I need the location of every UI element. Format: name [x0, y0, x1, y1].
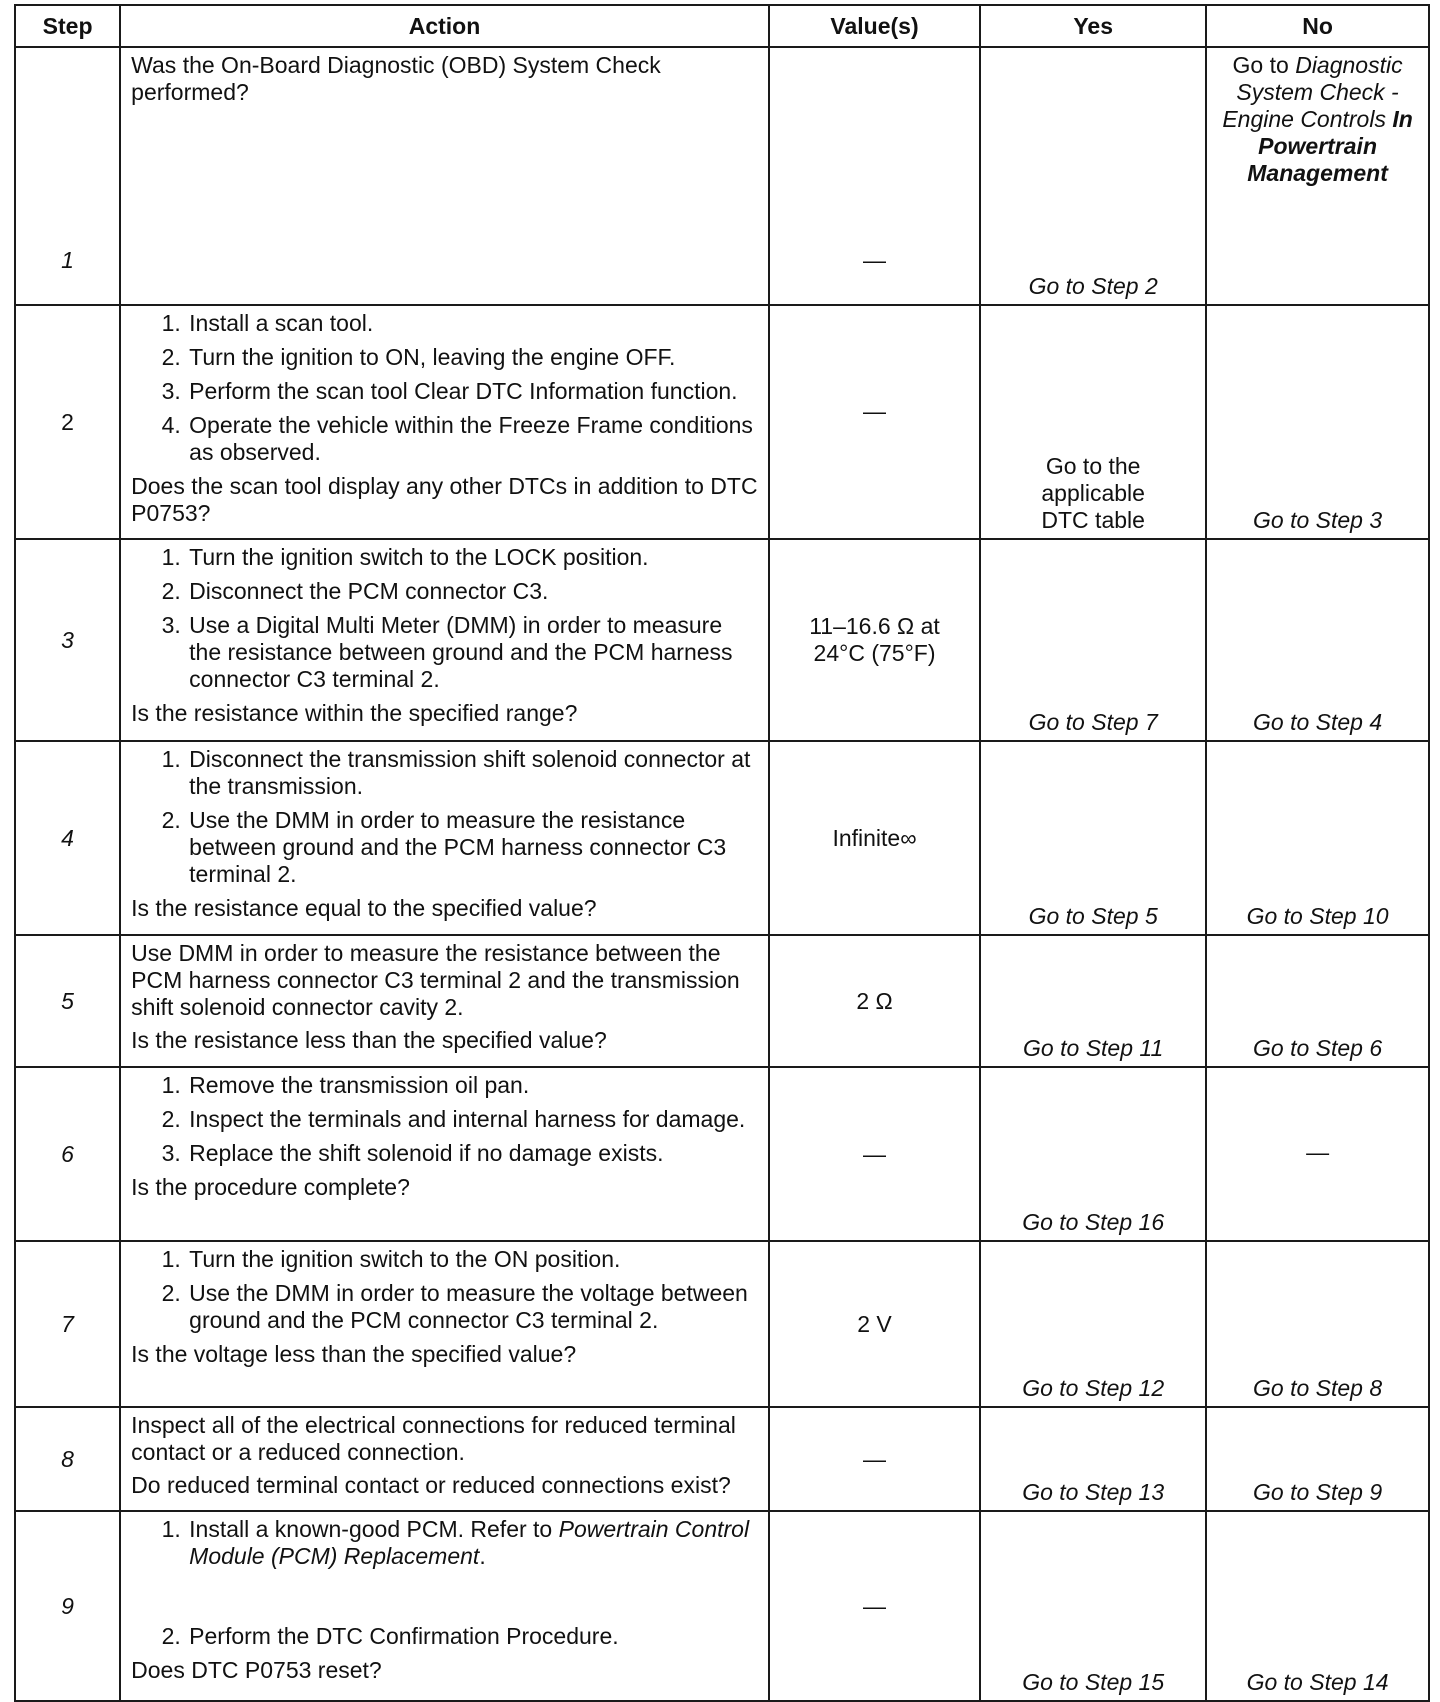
no-cell — [1206, 47, 1429, 305]
value-cell: Infinite∞ — [769, 741, 980, 935]
action-cell — [120, 47, 769, 305]
yes-cell: Go to Step 7 — [980, 539, 1206, 741]
diagnostic-table-page — [14, 4, 1430, 1702]
action-cell — [120, 1067, 769, 1241]
step-number: 1 — [15, 47, 120, 305]
table-row — [15, 1241, 1429, 1407]
action-question: Is the resistance within the specified range? — [131, 700, 578, 726]
pcm-replacement-link[interactable]: Powertrain Control Module (PCM) Replacement — [189, 1516, 750, 1569]
action-step-item: 1. Turn the ignition switch to the ON position. — [187, 1246, 758, 1273]
action-cell — [120, 1511, 769, 1701]
action-step-item: 3. Use a Digital Multi Meter (DMM) in order to measure the resistance between ground and the PCM harness connector C3 terminal 2. — [187, 612, 758, 693]
action-step-text: Install a known-good PCM. Refer to — [189, 1516, 553, 1542]
yes-cell: Go to Step 11 — [980, 935, 1206, 1067]
step-number: 2 — [15, 305, 120, 539]
header-values: Value(s) — [769, 5, 980, 47]
table-row — [15, 47, 1429, 305]
action-question: Is the voltage less than the specified value? — [131, 1341, 577, 1367]
action-cell — [120, 539, 769, 741]
action-question: Was the On-Board Diagnostic (OBD) System Check performed? — [131, 52, 661, 105]
yes-cell: Go to the applicable DTC table — [980, 305, 1206, 539]
action-step-item: 2. Perform the DTC Confirmation Procedure. — [187, 1623, 758, 1650]
header-yes: Yes — [980, 5, 1206, 47]
value-cell: — — [769, 1511, 980, 1701]
no-cell: Go to Step 14 — [1206, 1511, 1429, 1701]
action-cell — [120, 1407, 769, 1511]
action-steps-list — [131, 544, 758, 693]
step-number: 9 — [15, 1511, 120, 1701]
action-step-item: 2. Disconnect the PCM connector C3. — [187, 578, 758, 605]
value-cell: — — [769, 305, 980, 539]
action-step-item — [187, 1516, 758, 1616]
value-line: 24°C (75°F) — [813, 640, 936, 666]
action-step-item: 2. Turn the ignition to ON, leaving the engine OFF. — [187, 344, 758, 371]
action-step-item: 4. Operate the vehicle within the Freeze Frame conditions as observed. — [187, 412, 758, 466]
action-question: Is the procedure complete? — [131, 1174, 410, 1200]
no-cell: Go to Step 6 — [1206, 935, 1429, 1067]
step-number: 5 — [15, 935, 120, 1067]
no-cell: Go to Step 3 — [1206, 305, 1429, 539]
no-reference-link[interactable]: Diagnostic System Check - Engine Controls — [1222, 52, 1403, 132]
action-step-item: 3. Replace the shift solenoid if no damage exists. — [187, 1140, 758, 1167]
table-row — [15, 935, 1429, 1067]
action-steps-list — [131, 746, 758, 888]
no-cell: — — [1206, 1067, 1429, 1241]
value-cell: — — [769, 1067, 980, 1241]
header-no: No — [1206, 5, 1429, 47]
action-question: Is the resistance equal to the specified value? — [131, 895, 597, 921]
action-question: Does DTC P0753 reset? — [131, 1657, 382, 1683]
table-row — [15, 1407, 1429, 1511]
action-cell — [120, 305, 769, 539]
action-steps-list — [131, 310, 758, 466]
yes-cell: Go to Step 2 — [980, 47, 1206, 305]
yes-cell: Go to Step 13 — [980, 1407, 1206, 1511]
no-cell: Go to Step 9 — [1206, 1407, 1429, 1511]
action-step-item: 1. Disconnect the transmission shift solenoid connector at the transmission. — [187, 746, 758, 800]
action-instruction: Use DMM in order to measure the resistance between the PCM harness connector C3 terminal 2 and the transmission shift solenoid connector cavity 2. — [131, 940, 740, 1020]
table-row — [15, 1511, 1429, 1701]
action-question: Do reduced terminal contact or reduced connections exist? — [131, 1472, 731, 1498]
value-line: 11–16.6 Ω at — [809, 613, 940, 639]
action-instruction: Inspect all of the electrical connections for reduced terminal contact or a reduced connection. — [131, 1412, 736, 1465]
diagnostic-table — [14, 4, 1430, 1702]
header-row — [15, 5, 1429, 47]
action-steps-list — [131, 1072, 758, 1167]
value-cell: 2 V — [769, 1241, 980, 1407]
table-row — [15, 1067, 1429, 1241]
value-cell: 2 Ω — [769, 935, 980, 1067]
action-cell — [120, 1241, 769, 1407]
value-cell — [769, 539, 980, 741]
table-row — [15, 539, 1429, 741]
action-step-text-end: . — [479, 1543, 486, 1569]
no-reference-manual: In Powertrain Management — [1247, 106, 1413, 186]
step-number: 3 — [15, 539, 120, 741]
action-step-item: 2. Inspect the terminals and internal harness for damage. — [187, 1106, 758, 1133]
no-cell: Go to Step 8 — [1206, 1241, 1429, 1407]
action-step-item: 3. Perform the scan tool Clear DTC Information function. — [187, 378, 758, 405]
yes-cell: Go to Step 16 — [980, 1067, 1206, 1241]
action-question: Does the scan tool display any other DTCs in addition to DTC P0753? — [131, 473, 758, 526]
value-cell: — — [769, 47, 980, 305]
action-cell — [120, 935, 769, 1067]
no-cell: Go to Step 4 — [1206, 539, 1429, 741]
step-number: 8 — [15, 1407, 120, 1511]
action-step-item: 1. Install a scan tool. — [187, 310, 758, 337]
action-step-item: 1. Turn the ignition switch to the LOCK position. — [187, 544, 758, 571]
action-steps-list — [131, 1246, 758, 1334]
action-question: Is the resistance less than the specified value? — [131, 1027, 607, 1053]
yes-cell: Go to Step 15 — [980, 1511, 1206, 1701]
table-row — [15, 305, 1429, 539]
action-steps-list — [131, 1516, 758, 1650]
value-cell: — — [769, 1407, 980, 1511]
action-step-item: 2. Use the DMM in order to measure the voltage between ground and the PCM connector C3 terminal 2. — [187, 1280, 758, 1334]
header-step: Step — [15, 5, 120, 47]
table-row — [15, 741, 1429, 935]
header-action: Action — [120, 5, 769, 47]
yes-cell: Go to Step 5 — [980, 741, 1206, 935]
step-number: 7 — [15, 1241, 120, 1407]
spacer — [189, 1570, 758, 1616]
yes-cell: Go to Step 12 — [980, 1241, 1206, 1407]
no-prefix: Go to — [1232, 52, 1289, 78]
step-number: 4 — [15, 741, 120, 935]
step-number: 6 — [15, 1067, 120, 1241]
action-step-item: 2. Use the DMM in order to measure the resistance between ground and the PCM harness connector C3 terminal 2. — [187, 807, 758, 888]
action-cell — [120, 741, 769, 935]
no-cell: Go to Step 10 — [1206, 741, 1429, 935]
action-step-item: 1. Remove the transmission oil pan. — [187, 1072, 758, 1099]
